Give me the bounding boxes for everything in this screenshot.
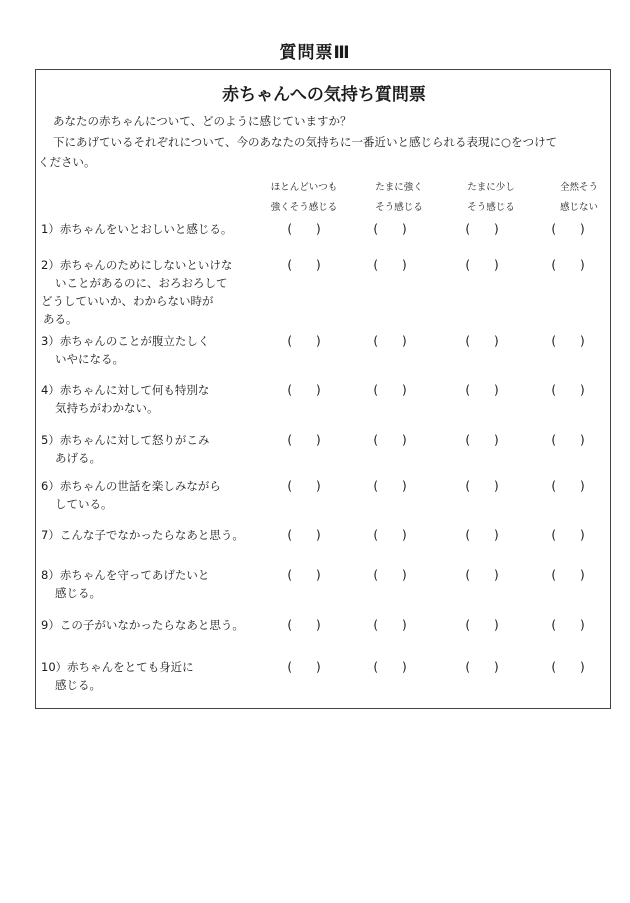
column-header-line: たまに少し [467, 182, 515, 193]
question-text [41, 566, 209, 602]
answer-choice-4[interactable]: ( ) [551, 222, 585, 236]
column-header-line: そう感じる [375, 202, 423, 213]
answer-choice-3[interactable]: ( ) [465, 528, 499, 542]
question-line: 8）赤ちゃんを守ってあげたいと [41, 568, 210, 582]
answer-choice-2[interactable]: ( ) [373, 334, 407, 348]
answer-choice-3[interactable]: ( ) [465, 334, 499, 348]
column-header-sometimes-little [456, 178, 526, 218]
question-line: いことがあるのに、おろおろして [55, 276, 228, 290]
answer-choice-4[interactable]: ( ) [551, 660, 585, 674]
question-line: している。 [55, 497, 113, 511]
question-text [41, 658, 194, 694]
column-header-line: 強くそう感じる [270, 202, 338, 213]
question-line: 4）赤ちゃんに対して何も特別な [41, 383, 210, 397]
answer-choice-2[interactable]: ( ) [373, 528, 407, 542]
answer-choice-1[interactable]: ( ) [287, 258, 321, 272]
column-header-line: そう感じる [467, 202, 515, 213]
question-text [41, 526, 244, 544]
answer-choice-3[interactable]: ( ) [465, 618, 499, 632]
answer-choice-4[interactable]: ( ) [551, 383, 585, 397]
answer-choice-1[interactable]: ( ) [287, 383, 321, 397]
answer-choice-1[interactable]: ( ) [287, 479, 321, 493]
answer-choice-2[interactable]: ( ) [373, 660, 407, 674]
question-text [41, 256, 232, 328]
question-line: 感じる。 [55, 678, 101, 692]
intro-line-2: 下にあげているそれぞれについて、今のあなたの気持ちに一番近いと感じられる表現に○をつけて [53, 135, 558, 149]
answer-choice-1[interactable]: ( ) [287, 433, 321, 447]
form-title: 赤ちゃんへの気持ち質問票 [222, 85, 426, 105]
answer-choice-4[interactable]: ( ) [551, 433, 585, 447]
answer-choice-3[interactable]: ( ) [465, 433, 499, 447]
answer-choice-2[interactable]: ( ) [373, 258, 407, 272]
question-text [41, 616, 244, 634]
answer-choice-1[interactable]: ( ) [287, 334, 321, 348]
answer-choice-4[interactable]: ( ) [551, 528, 585, 542]
question-line: 7）こんな子でなかったらなあと思う。 [41, 528, 244, 542]
column-header-never [544, 178, 614, 218]
question-line: 10）赤ちゃんをとても身近に [41, 660, 194, 674]
answer-choice-4[interactable]: ( ) [551, 479, 585, 493]
question-text [41, 431, 209, 467]
question-line: 気持ちがわかない。 [55, 401, 159, 415]
question-line: あげる。 [55, 451, 101, 465]
answer-choice-4[interactable]: ( ) [551, 618, 585, 632]
question-line: 2）赤ちゃんのためにしないといけな [41, 258, 233, 272]
answer-choice-4[interactable]: ( ) [551, 568, 585, 582]
answer-choice-2[interactable]: ( ) [373, 383, 407, 397]
column-header-line: たまに強く [375, 182, 423, 193]
answer-choice-3[interactable]: ( ) [465, 258, 499, 272]
answer-choice-1[interactable]: ( ) [287, 568, 321, 582]
answer-choice-3[interactable]: ( ) [465, 383, 499, 397]
column-header-always [264, 178, 344, 218]
answer-choice-3[interactable]: ( ) [465, 568, 499, 582]
question-line: 6）赤ちゃんの世話を楽しみながら [41, 479, 221, 493]
answer-choice-2[interactable]: ( ) [373, 479, 407, 493]
answer-choice-1[interactable]: ( ) [287, 222, 321, 236]
question-line: 9）この子がいなかったらなあと思う。 [41, 618, 244, 632]
answer-choice-2[interactable]: ( ) [373, 433, 407, 447]
answer-choice-1[interactable]: ( ) [287, 528, 321, 542]
question-text [41, 381, 209, 417]
column-header-sometimes-strong [364, 178, 434, 218]
intro-line-3: ください。 [38, 155, 96, 169]
answer-choice-2[interactable]: ( ) [373, 618, 407, 632]
questionnaire-frame [35, 69, 611, 709]
answer-choice-1[interactable]: ( ) [287, 618, 321, 632]
answer-choice-3[interactable]: ( ) [465, 222, 499, 236]
answer-choice-2[interactable]: ( ) [373, 568, 407, 582]
intro-line-1: あなたの赤ちゃんについて、どのように感じていますか？ [53, 114, 352, 128]
column-header-line: 全然そう [559, 182, 598, 193]
question-line: 5）赤ちゃんに対して怒りがこみ [41, 433, 210, 447]
question-line: 感じる。 [55, 586, 101, 600]
answer-choice-3[interactable]: ( ) [465, 660, 499, 674]
answer-choice-4[interactable]: ( ) [551, 258, 585, 272]
column-header-line: 感じない [559, 202, 598, 213]
question-line: ある。 [43, 312, 78, 326]
question-text [41, 220, 232, 238]
question-line: 3）赤ちゃんのことが腹立たしく [41, 334, 210, 348]
answer-choice-2[interactable]: ( ) [373, 222, 407, 236]
question-line: いやになる。 [55, 352, 124, 366]
column-header-line: ほとんどいつも [270, 182, 338, 193]
question-text [41, 332, 209, 368]
document-title: 質問票Ⅲ [279, 43, 351, 63]
question-line: どうしていいか、わからない時が [41, 294, 214, 308]
answer-choice-1[interactable]: ( ) [287, 660, 321, 674]
question-line: 1）赤ちゃんをいとおしいと感じる。 [41, 222, 233, 236]
answer-choice-3[interactable]: ( ) [465, 479, 499, 493]
question-text [41, 477, 221, 513]
answer-choice-4[interactable]: ( ) [551, 334, 585, 348]
